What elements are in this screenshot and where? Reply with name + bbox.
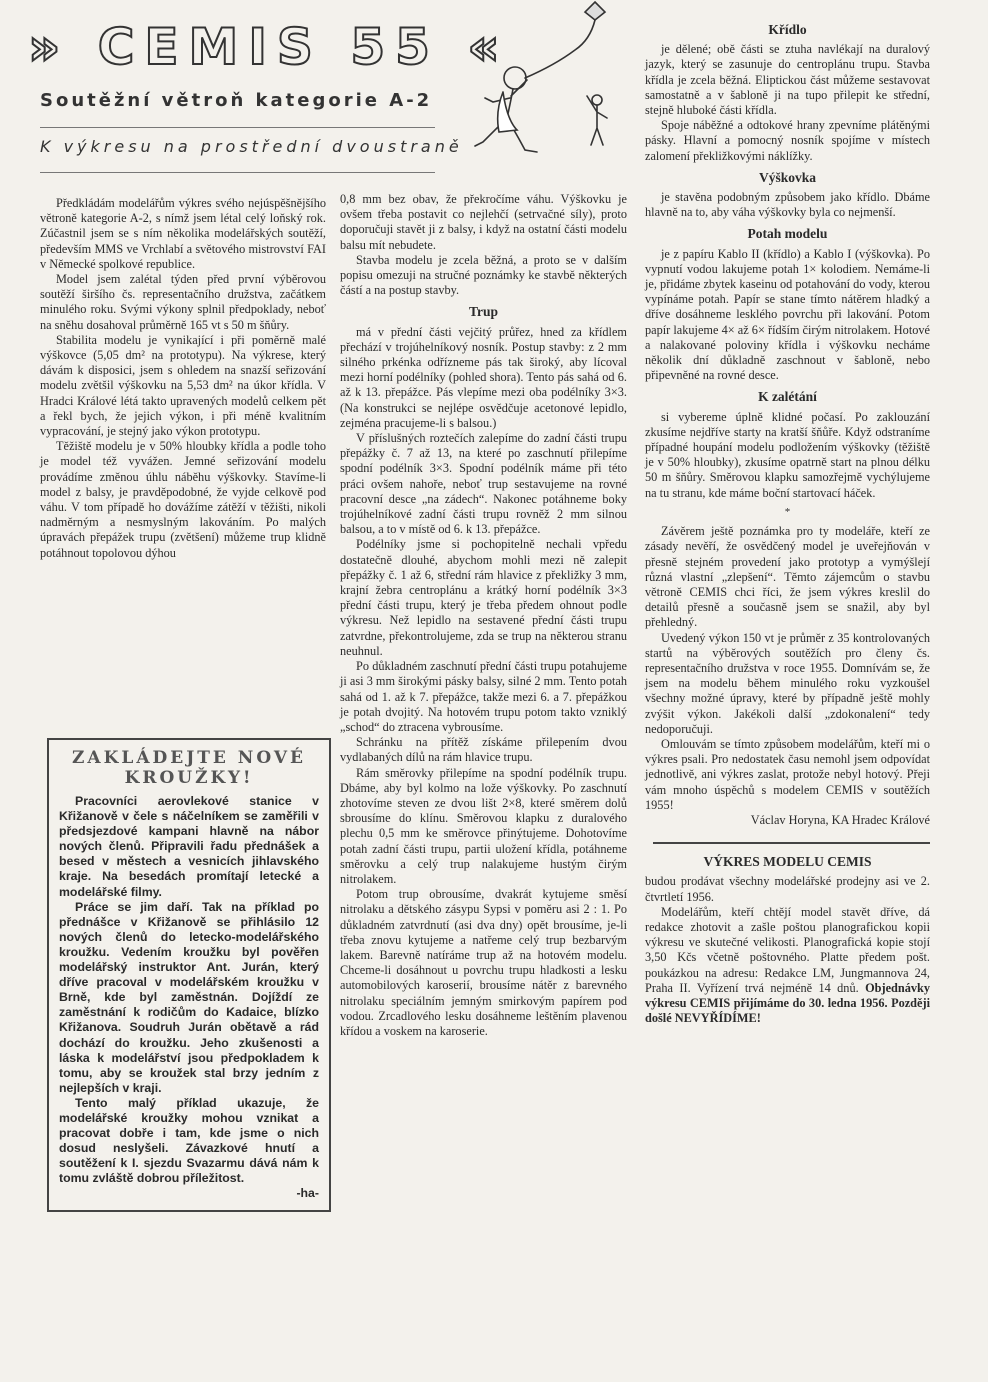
paragraph: Uvedený výkon 150 vt je průměr z 35 kontrolovaných startů na výběrových soutěžích pro členy čs. representačního družstva v roce 1955. Domnívám se, že jsem na modelu během minulého roku vyzkoušel všechny možné úpravy, které by případně ještě mohly zvýšit výkon. Jakékoli další „zdokonalení“ tedy nedoporučuji. [645,630,930,736]
author-signature: Václav Horyna, KA Hradec Králové [750,812,930,827]
section-heading: VÝKRES MODELU CEMIS [703,854,872,870]
paragraph: budou prodávat všechny modelářské prodejny asi ve 2. čtvrtletí 1956. [645,874,930,904]
page-subtitle: Soutěžní větroň kategorie A-2 [40,90,433,111]
paragraph: Pracovníci aerovlekové stanice v Křižanově v čele s náčelníkem se zaměřili v předsjezdové kampani hlavně na nábor nových členů. Připravili řadu přednášek a besed v městech a vesnicích jihlavského kraje. Na besedách promítají letecké a modelářské filmy. [59,794,319,899]
section-separator: * [784,505,791,518]
paragraph: má v přední části vejčitý průřez, hned za křídlem přechází v trojúhelníkový nosník. Postup stavby: z 2 mm silného prkénka odřízneme pás tak široký, aby lícoval mezi horní podélníky (pohled shora). Tento pás sahá od 6. až k 13. přepážce. Pás vlepíme mezi oba podélníky 3×3. (Na konstrukci se nejlépe osvědčuje acetonové lepidlo, zejména pracujeme-li s balsou.) [340,324,627,430]
divider [40,172,435,173]
section-heading: K zalétání [758,389,817,405]
divider [40,127,435,128]
paragraph: Spoje náběžné a odtokové hrany zpevníme plátěnými pásky. Hlavní a pomocný nosník spojíme v místech zalomení překližkovými náklížky. [645,118,930,163]
article-kicker: K výkresu na prostřední dvoustraně [40,137,463,156]
article-column-1 [40,196,326,561]
paragraph: je z papíru Kablo II (křídlo) a Kablo I (výškovka). Po vypnutí vodou lakujeme potah 1× kolodiem. Nemáme-li je, přidáme zbytek kaseinu od potahování do vody, kterou vypínáme potah. Papír se stane tímto nátěrem hladký a dříve dosáhneme lesklého povrchu při lakování. Potom papír lakujeme 4× až 6× řídším čirým nitrolakem. Hotové a nalakované poloviny křídla i výškovku necháme několik dní důkladně zaschnout v šabloně, nebo připevněné na rovné desce. [645,246,930,383]
paragraph: Omlouvám se tímto způsobem modelářům, kteří mi o výkres psali. Pro nedostatek času nemohl jsem odpovídat jednotlivě, ani výkres zaslat, protože nebyl hotový. Přeji vám mnoho úspěchů s modelem CEMIS v soutěžích 1955! [645,736,930,812]
section-heading: Křídlo [768,22,807,37]
paragraph: Stavba modelu je zcela běžná, a proto se v dalším popisu omezuji na stručné poznámky ke stavbě některých částí a na postup stavby. [340,252,627,298]
paragraph-text: Modelářům, kteří chtějí model stavět dříve, dá redakce zhotovit a zašle poštou planografickou kopii výkresu ve skutečné velikosti. Planografická kopie stojí 3,50 Kčs včetně poštovného. Platte předem pošt. poukázkou na adresu: Redakce LM, Jungmannova 24, Praha II. Vyřízení trvá nejméně 14 dnů. [645,904,930,995]
section-heading: Výškovka [758,169,817,185]
paragraph: je stavěna podobným způsobem jako křídlo. Dbáme hlavně na to, aby váha výškovky byla co nejmenší. [645,190,930,220]
paragraph: Schránku na přítěž získáme přilepením dvou vydlabaných dílů na rám hlavice trupu. [340,735,627,765]
page-title: » CEMIS 55 « [28,18,510,76]
announcement-box [47,738,331,1212]
paragraph: Práce se jim daří. Tak na příklad po přednášce v Křižanově se přihlásilo 12 nových členů do letecko-modelářského kroužku. Vedením kroužku byl pověřen modelářský instruktor Ant. Jurán, který dříve pracoval v modelářském kroužku v Brně, kde byl zaměstnán. Dojíždí ze zaměstnání k rodičům do Kadaice, blízko Křižanova. Soudruh Jurán obětavě a rád dochází do kroužku. Jeho zkušenosti a láska k modelářství jsou předpokladem k tomu, aby se kroužek stal brzy jedním z nejlepších v kraji. [59,899,319,1095]
divider [653,842,930,844]
paragraph: Stabilita modelu je vynikající i při poměrně malé výškovce (5,05 dm² na prototypu). Na výkrese, který dávám k disposici, jsem s ohledem na snazší seřizování modelu zvětšil výškovku na 5,53 dm² na úkor křídla. V Hradci Králové létá takto upravených modelů celkem pět a řekl bych, že jejich výkon, i při méně kvalitním vypracování, je stejný jako výkon prototypu. [40,332,326,439]
paragraph: Po důkladném zaschnutí přední části trupu potahujeme ji asi 3 mm širokými pásky balsy, silné 2 mm. Tento potah sahá od 1. až k 7. přepážce, takže mezi 6. a 7. přepážkou je potah dvojitý. Na hotovém trupu potom takto vzniklý „schod“ do ztracena vybrousíme. [340,659,627,734]
paragraph: V příslušných roztečích zalepíme do zadní části trupu přepážky č. 7 až 13, na které po zaschnutí přilepíme spodní podélník 3×3. Spodní podélník máme při této práci ovšem nahoře, neboť trup sestavujeme na rovné pracovní desce „na zádech“. Nakonec potáhneme boky trojúhelníkové zadní části trupu rovněž 2 mm silnou balsou, a to v místě od 6. k 13. přepážce. [340,431,627,537]
signature: -ha- [296,1186,319,1201]
paragraph: si vybereme úplně klidné počasí. Po zaklouzání zkusíme nejdříve starty na kratší šňůře. Když odstraníme případné houpání modelu podložením výškovky (těžiště je v 50% hloubky), zkusíme opatrně start na plnou délku 50 m šňůry. Směrovou klapku samozřejmě vychýlujeme na tu stranu, kde máme boční startovací háček. [645,409,930,500]
paragraph: Model jsem zalétal týden před první výběrovou soutěží širšího čs. representačního družstva, začátkem minulého roku. Svými výkony splnil předpoklady, neboť na sněhu dosahoval průměrně 165 vt s 50 m šňůry. [40,272,326,332]
order-deadline-notice: Objednávky výkresu CEMIS přijímáme do 30. ledna 1956. Později došlé NEVYŘÍDÍME! [645,980,930,1026]
paragraph: Tento malý příklad ukazuje, že modelářské kroužky mohou vznikat a pracovat dobře i tam, kde jsme o nich dosud neslyšeli. Závazkové hnutí a soutěžení k I. sjezdu Svazarmu dává nám k tomu zvláště dobrou příležitost. [59,1095,319,1186]
announcement-heading: ZAKLÁDEJTE NOVÉ KROUŽKY! [72,748,306,788]
paragraph: Rám směrovky přilepíme na spodní podélník trupu. Dbáme, aby byl kolmo na lože výškovky. Po zaschnutí zhotovíme steven ze dvou lišt 2×8, které směrem dolů sbrousíme do klínu. Směrovou klapku z duralového plechu 0,5 mm ke směrovce přinýtujeme. Dohotovíme potah zadní části trupu, partii uložení křídla, potáhneme směrovku a celý trup nalakujeme hustým čirým nitrolakem. [340,765,627,886]
paragraph [645,905,930,1027]
paragraph: je dělené; obě části se ztuha navlékají na duralový jazyk, který se zasunuje do centroplánu trupu. Stavba křídla je zcela běžná. Eliptickou část můžeme sestavovat samostatně a v šabloně ji na tupo přilepit ke střední, stejně hluboké části křídla. [645,42,930,118]
paragraph: Závěrem ještě poznámka pro ty modeláře, kteří ze zásady nevěří, že osvědčený model je uveřejňován v přesně stejném provedení jako prototyp a vymýšlejí různá vlastní „zlepšení“. Těmto zájemcům o stavbu větroně CEMIS chci říci, že jsem výkres kreslil do detailů přesně a současně jsem se snažil, aby byl přehledný. [645,524,930,630]
section-heading: Potah modelu [747,226,828,242]
paragraph: Těžiště modelu je v 50% hloubky křídla a podle toho je model též vyvážen. Jemné seřizování modelu provádíme změnou úhlu náběhu výškovky. Stavíme-li model z balsy, je pravděpodobné, že vyjde celkově pod váhu. V tom případě ho dovážíme zátěží v těžišti, nikoli nadměrným a nesmyslným lakováním. Po malých úpravách přepážek trupu (zvětšení) můžeme trup klidně potáhnout topolovou dýhou [40,439,326,560]
paragraph: Podélníky jsme si pochopitelně nechali vpředu dostatečně dlouhé, abychom mohli mezi ně zalepit přepážky č. 1 až 6, střední rám hlavice z překližky 3 mm, krajní žebra centroplánu a krátký horní podélník 3×3 přední části trupu, který je třeba předem ohnout podle výkresu. Než lepidlo na sestavené přední části trupu zatvrdne, překontrolujeme, zda se trup na některou stranu neuhnul. [340,537,627,658]
kite-flying-man-drawing-icon [455,0,635,170]
paragraph: Potom trup obrousíme, dvakrát kytujeme směsí nitrolaku a dětského zásypu Sypsi v poměru asi 2 : 1. Po důkladném zatvrdnutí (asi dva dny) opět brousíme, je-li třeba znovu kytujeme a natřeme celý trup bezbarvým lakem. Barevně natíráme trup až na hotovém modelu. Chceme-li dosáhnout u povrchu trupu hladkosti a lesku automobilových karoserií, brousíme nátěr z barevného nitrolaku speciálním jemným smirkovým papírem pod vodou. Zrcadlového lesku dosáhneme leštěním plavenou křídou a voskem na karoserie. [340,887,627,1038]
article-column-3 [645,22,930,1026]
paragraph: Předkládám modelářům výkres svého nejúspěšnějšího větroně kategorie A-2, s nímž jsem létal celý loňský rok. Zúčastnil jsem se s ním několika modelářských soutěží, především MMS ve Vrchlabí a světového mistrovství FAI v Německé spolkové republice. [40,196,326,271]
article-column-2 [340,192,627,1039]
paragraph: 0,8 mm bez obav, že překročíme váhu. Výškovku je ovšem třeba postavit co nejlehčí (setrvačné síly), proto doporučuji stavět ji z balsy, i když na ostatní části modelu balsu mít nebudete. [340,192,627,252]
section-heading: Trup [468,304,498,320]
